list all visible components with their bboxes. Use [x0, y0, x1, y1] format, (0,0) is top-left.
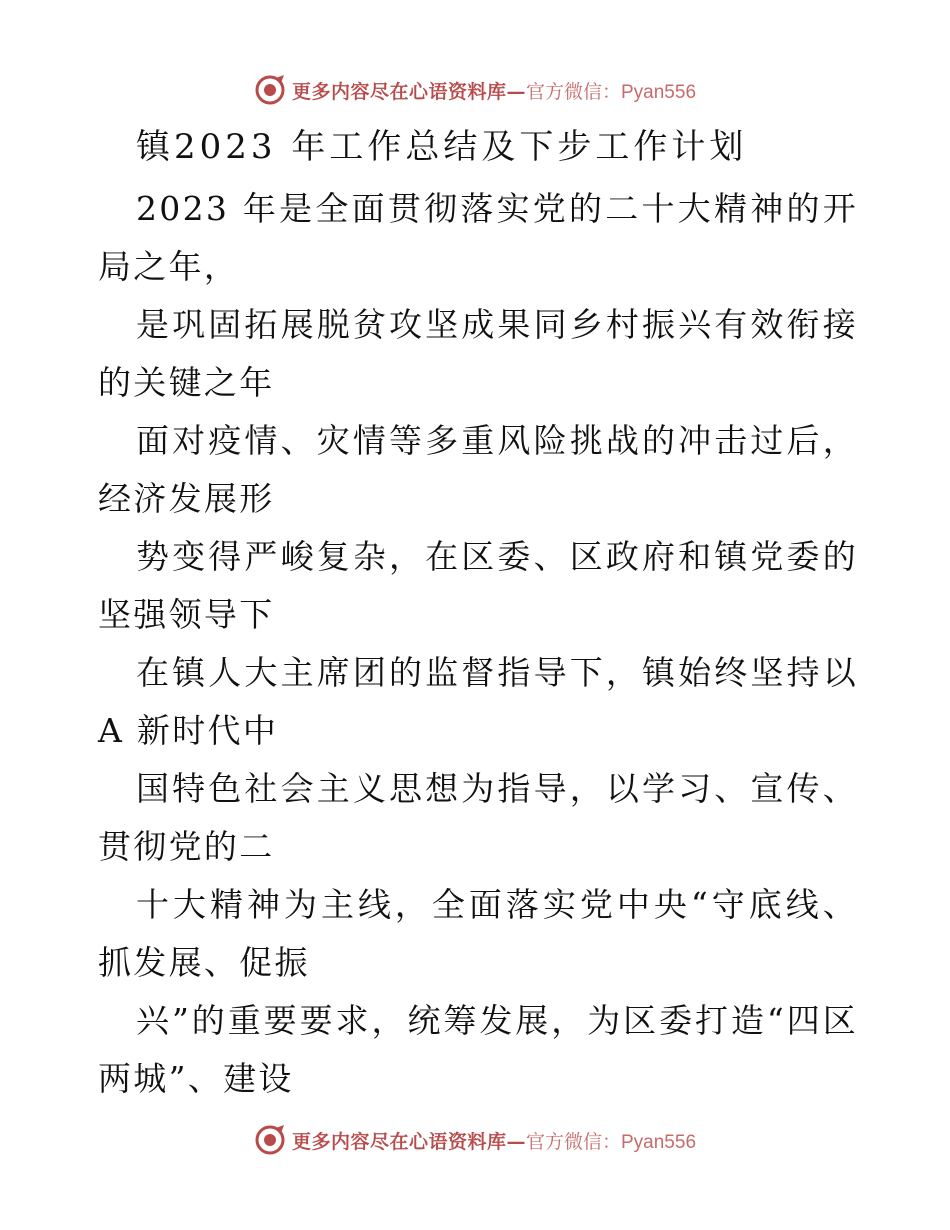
paragraph: 2023 年是全面贯彻落实党的二十大精神的开局之年， [98, 189, 858, 286]
paragraph: 势变得严峻复杂，在区委、区政府和镇党委的坚强领导下 [98, 537, 858, 634]
document-body [98, 180, 858, 1108]
paragraph: 国特色社会主义思想为指导，以学习、宣传、贯彻党的二 [98, 769, 858, 866]
header-watermark [0, 70, 950, 110]
paragraph: 是巩固拓展脱贫攻坚成果同乡村振兴有效衔接的关键之年 [98, 305, 858, 402]
watermark-contact: 官方微信：Pyan556 [526, 1131, 697, 1153]
logo-icon [254, 74, 286, 106]
paragraph: 面对疫情、灾情等多重风险挑战的冲击过后，经济发展形 [98, 421, 858, 518]
document-title: 镇2023 年工作总结及下步工作计划 [136, 127, 748, 167]
paragraph: 十大精神为主线，全面落实党中央“守底线、抓发展、促振 [98, 885, 858, 982]
paragraph: 在镇人大主席团的监督指导下，镇始终坚持以 A 新时代中 [98, 653, 858, 750]
watermark-contact: 官方微信：Pyan556 [526, 81, 697, 103]
footer-watermark [0, 1120, 950, 1160]
logo-icon [254, 1124, 286, 1156]
watermark-text: 更多内容尽在心语资料库— [291, 80, 526, 103]
watermark-text: 更多内容尽在心语资料库— [291, 1130, 526, 1153]
paragraph: 兴”的重要要求，统筹发展，为区委打造“四区两城”、建设 [98, 1001, 858, 1098]
